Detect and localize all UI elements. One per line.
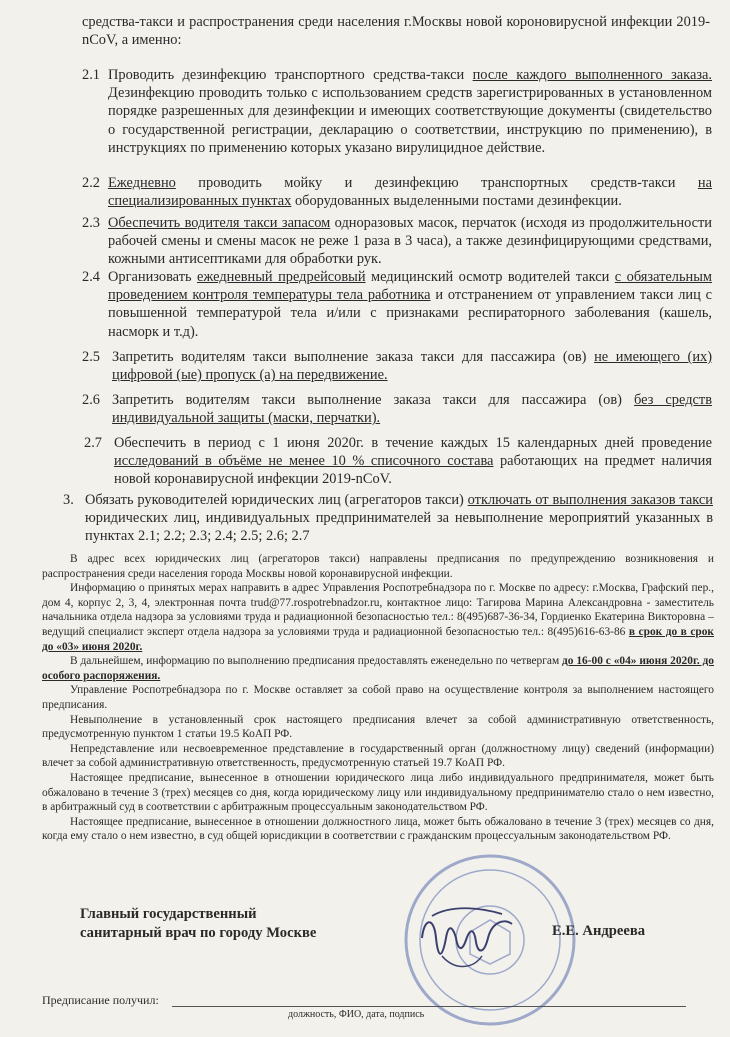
item-number: 2.6 (82, 392, 100, 408)
signatory-title (80, 905, 400, 943)
item-text-underlined: Ежедневно (108, 175, 176, 191)
weekly-deadline-text: до 16-00 с «04» июня 2020г. до особого распоряжения. (42, 655, 714, 682)
item-text-underlined: исследований в объёме не менее 10 % списочного состава (114, 453, 494, 470)
notice-paragraph-6: Непредставление или несвоевременное представление в государственный орган (должностному лицу) сведений (информации) влечет за собой административную ответственность, предусмотренную статьей 19.7 КоАП РФ. (42, 742, 714, 770)
item-text-underlined: Обеспечить водителя такси запасом (108, 215, 331, 231)
item-text-post: юридических лиц, индивидуальных предпринимателей за невыполнение мероприятий указанных в пунктах 2.1; 2.2; 2.3; 2.4; 2.5; 2.6; 2.7 (85, 510, 713, 545)
item-text-pre: Запретить водителям такси выполнение заказа такси для пассажира (ов) (112, 349, 595, 365)
item-2-2 (82, 174, 712, 210)
receipt-signature-line (172, 1006, 686, 1007)
item-2-3 (82, 214, 713, 269)
signatory-name: Е.Е. Андреева (552, 923, 645, 939)
item-text-underlined-2: с обязательным проведением контроля температуры тела работника (108, 269, 712, 304)
item-text-underlined: не имеющего (их) цифровой (ые) пропуск (а) на передвижение. (112, 349, 713, 384)
notice-paragraph-2 (42, 581, 714, 654)
notice-paragraph-8: Настоящее предписание, вынесенное в отношении должностного лица, может быть обжаловано в течение 3 (трех) месяцев со дня, когда ему стало о нем известно, в суд общей юрисдикции в соответствии с гражданским процессуальным законодательством РФ. (42, 815, 714, 843)
intro-text: средства-такси и распространения среди населения г.Москвы новой короновирусной инфекции 2019-nCoV, а именно: (82, 14, 710, 49)
notice-paragraph-4: Управление Роспотребнадзора по г. Москве оставляет за собой право на осуществление контроля за выполнением настоящего предписания. (42, 684, 714, 711)
item-text-underlined: ежедневный предрейсовый (197, 269, 366, 285)
item-text-mid: проводить мойку и дезинфекцию транспортных средств-такси (175, 175, 698, 191)
item-number: 2.3 (82, 215, 100, 231)
deadline-text: в срок до в срок до «03» июня 2020г. (42, 625, 714, 653)
item-text-post: Дезинфекцию проводить только с использованием средств зарегистрированных в установленном порядке разрешенных для дезинфекции и имеющих соответствующие документы (свидетельство о государственной регистрации, декларацию о соответствии, инструкцию по применению), в инструкциях по применению которых указано вирулицидное действие. (108, 85, 712, 156)
item-text-post: работающих на предмет наличия новой коронавирусной инфекции 2019-nCoV. (114, 453, 712, 488)
item-text-pre: Проводить дезинфекцию транспортного средства-такси (108, 67, 473, 83)
item-text-pre: Обязать руководителей юридических лиц (агрегаторов такси) (85, 492, 468, 508)
notice-paragraph-5: Невыполнение в установленный срок настоящего предписания влечет за собой административную ответственность, предусмотренную пунктом 1 статьи 19.5 КоАП РФ. (42, 713, 714, 741)
item-text-post: оборудованных выделенными постами дезинфекции. (291, 193, 622, 210)
item-number: 3. (63, 492, 74, 508)
item-text-underlined: без средств индивидуальной защиты (маски, перчатки). (112, 392, 712, 427)
receipt-label: Предписание получил: (42, 993, 159, 1007)
notice-paragraph-3 (42, 654, 714, 683)
notice-section (42, 552, 714, 844)
signatory-title-line-1: Главный государственный (80, 906, 257, 922)
item-3 (63, 491, 713, 546)
item-text-underlined-2: на специализированных пунктах (108, 175, 712, 210)
receipt-caption: должность, ФИО, дата, подпись (288, 1009, 425, 1020)
signatory-title-line-2: санитарный врач по городу Москве (80, 925, 317, 941)
item-text-pre: Организовать (108, 269, 198, 285)
item-2-4 (82, 268, 712, 341)
intro-paragraph (82, 13, 710, 49)
item-number: 2.5 (82, 349, 100, 365)
notice-paragraph-7: Настоящее предписание, вынесенное в отношении юридического лица либо индивидуального предпринимателя, может быть обжаловано в течение 3 (трех) месяцев со дня, когда юридическому лицу или индивидуальному предпринимателю стало о нем известно, в арбитражный суд в соответствии с арбитражным процессуальным законодательством РФ. (42, 771, 714, 814)
item-2-1 (82, 66, 713, 157)
notice-contact-text: Информацию о принятых мерах направить в адрес Управления Роспотребнадзора по г. Москве по адресу: г.Москва, Графский пер., дом 4, корпус 2, 3, 4, электронная почта trud@77.rospotrebnadzor.ru, контактное лицо: Тагирова Марина Александровна - заместитель начальника отдела надзора за условиями труда и радиационной безопасностью тел.: 8(495)687-36-34, Гордиенко Екатерина Викторовна – ведущий специалист эксперт отдела надзора за условиями труда и радиационной безопасностью тел.: 8(495)616-63-86 (42, 582, 714, 638)
item-2-7 (84, 434, 712, 489)
item-text-underlined: после каждого выполненного заказа. (472, 67, 713, 83)
notice-paragraph-1: В адрес всех юридических лиц (агрегаторов такси) направлены предписания по предупреждению возникновения и распространения среди населения города Москвы новой коронавирусной инфекции. (42, 553, 714, 580)
handwritten-signature (412, 898, 522, 978)
item-number: 2.4 (82, 269, 100, 285)
item-2-6 (82, 391, 712, 427)
item-2-5 (82, 348, 713, 384)
item-number: 2.7 (84, 435, 102, 451)
item-text-mid: медицинский осмотр водителей такси (365, 269, 615, 285)
item-text-pre: Запретить водителям такси выполнение заказа такси для пассажира (ов) (112, 392, 634, 408)
item-number: 2.2 (82, 175, 100, 191)
item-text-pre: Обеспечить в период с 1 июня 2020г. в течение каждых 15 календарных дней проведение (114, 435, 712, 451)
item-text-underlined: отключать от выполнения заказов такси (467, 492, 713, 508)
item-text-post: одноразовых масок, перчаток (исходя из продолжительности рабочей смены и смены масок не реже 1 раза в 3 часа), а также дезинфицирующими средствами, кожными антисептиками для обработки рук. (108, 215, 713, 268)
item-text-post: и отстранением от управлением такси лиц с повышенной температурой тела и/или с признаками респираторного заболевания (кашель, насморк и т.д). (108, 287, 712, 340)
weekly-report-text: В дальнейшем, информацию по выполнению предписания предоставлять еженедельно по четвергам (70, 655, 563, 668)
item-number: 2.1 (82, 67, 100, 83)
